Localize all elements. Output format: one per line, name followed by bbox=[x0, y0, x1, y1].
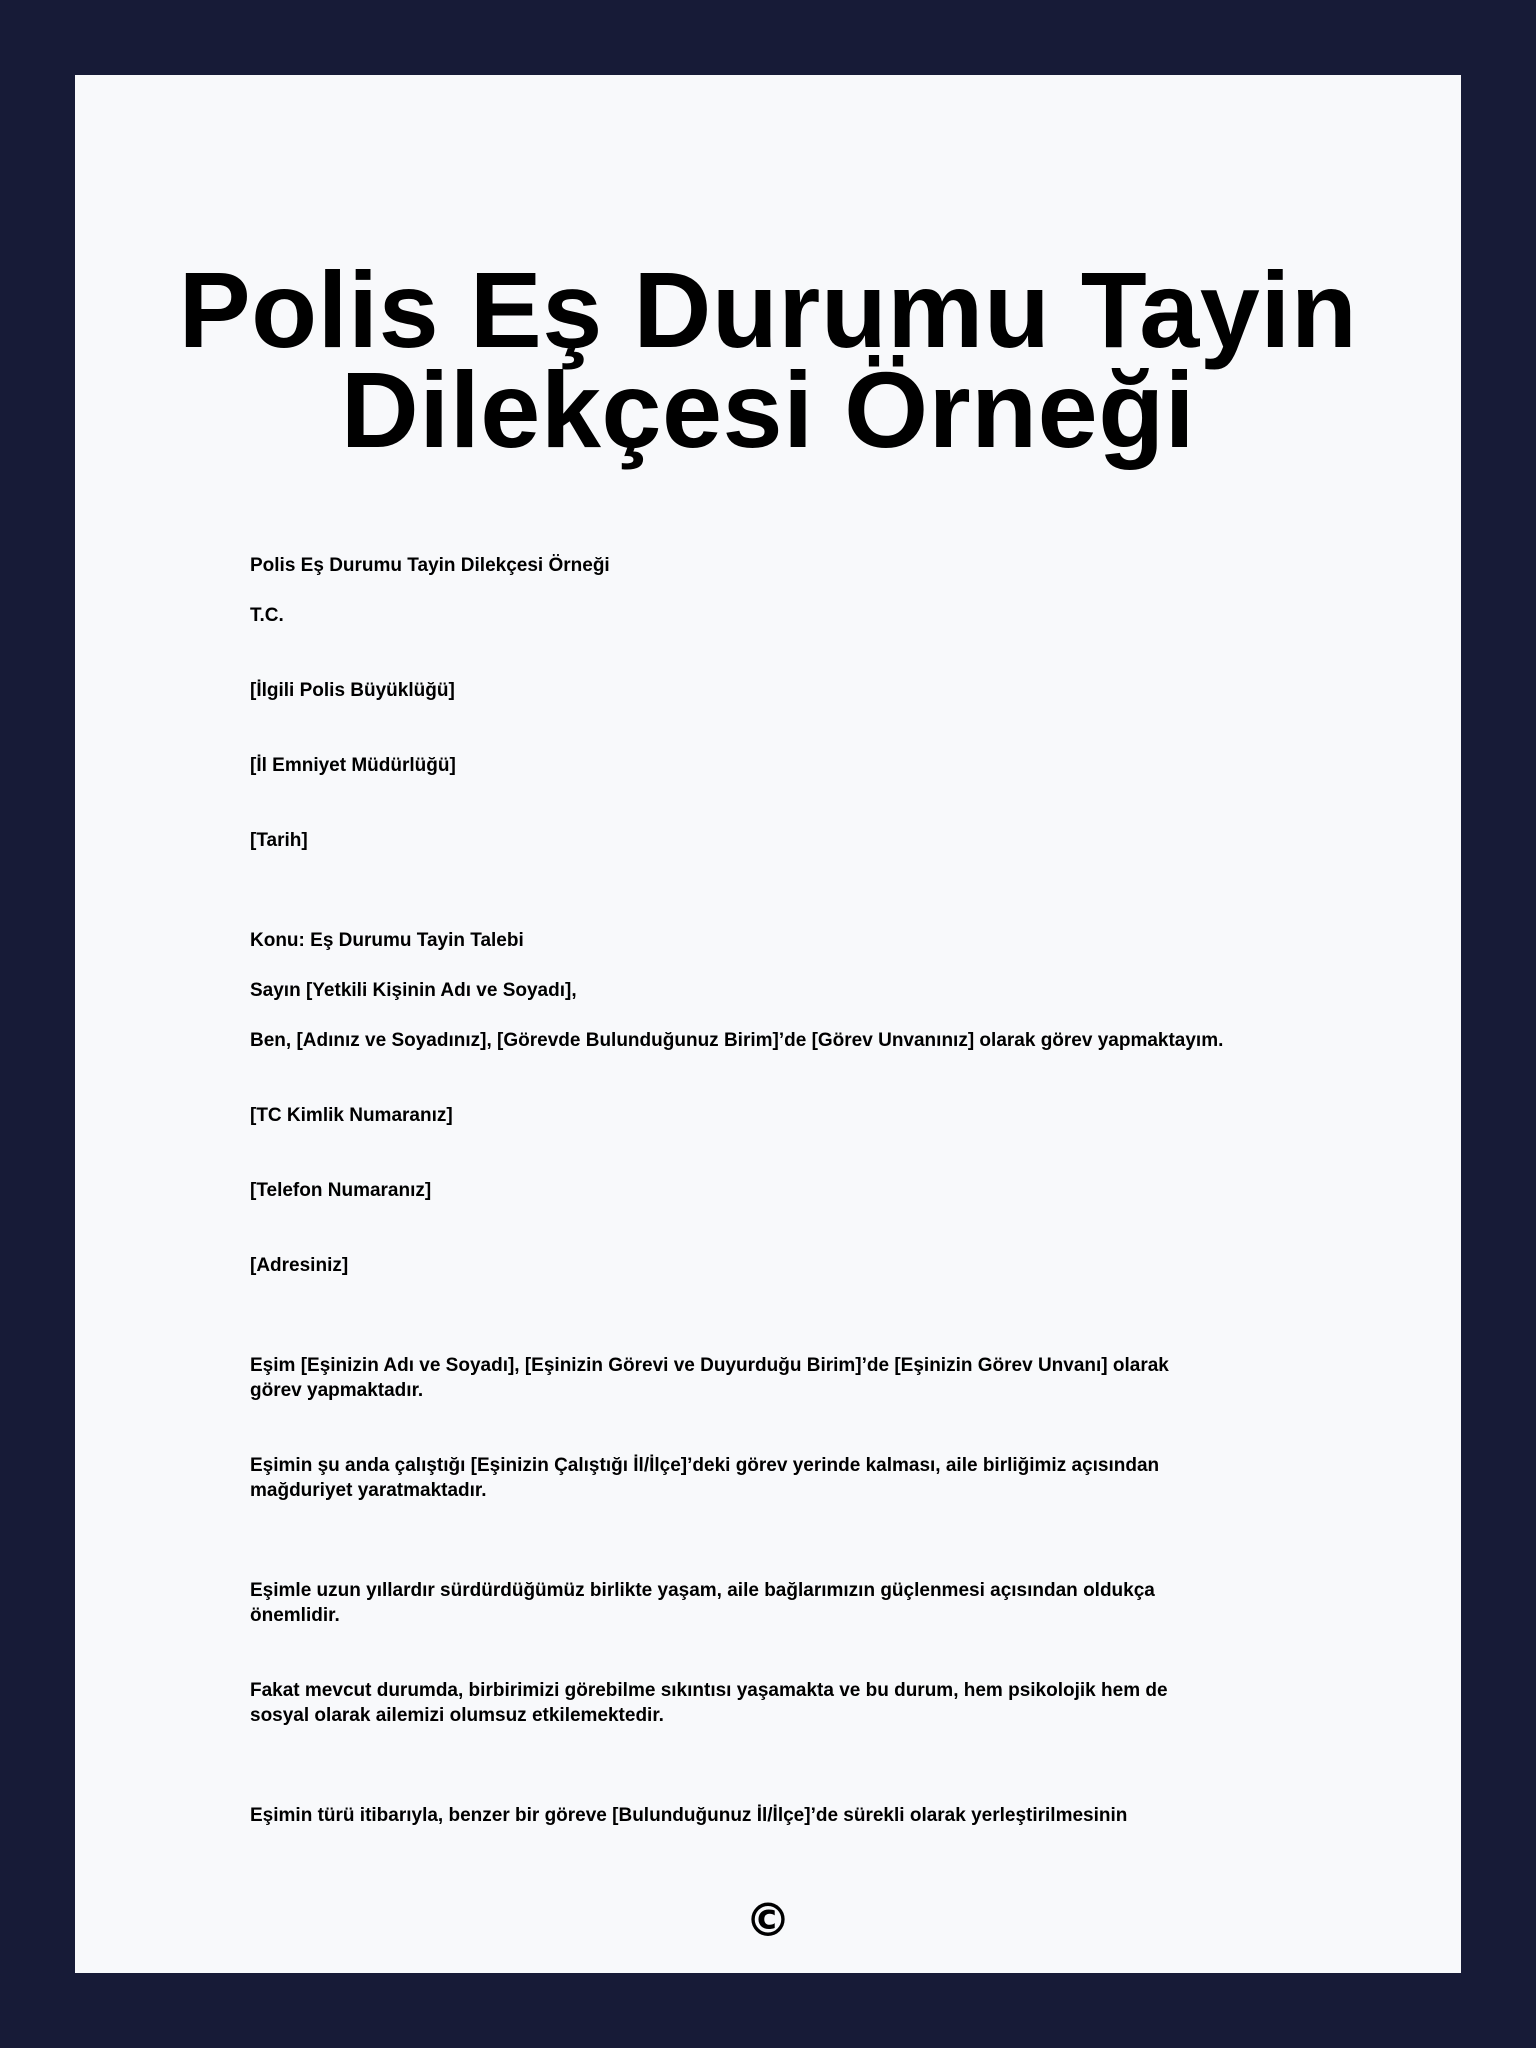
salutation-line: Sayın [Yetkili Kişinin Adı ve Soyadı], bbox=[250, 980, 577, 1001]
grievance-paragraph: Eşimin şu anda çalıştığı [Eşinizin Çalıştığı İl/İlçe]’deki görev yerinde kalması, aile birliğimiz açısından mağduriyet yaratmaktadır. bbox=[250, 1455, 1160, 1501]
date-line: [Tarih] bbox=[250, 830, 308, 851]
family-paragraph: Eşimle uzun yıllardır sürdürdüğümüz birlikte yaşam, aile bağlarımızın güçlenmesi açısından oldukça önemlidir. bbox=[250, 1580, 1155, 1626]
request-paragraph: Eşimin türü itibarıyla, benzer bir göreve [Bulunduğunuz İl/İlçe]’de sürekli olarak yerleştirilmesinin bbox=[250, 1805, 1128, 1826]
subject-line: Konu: Eş Durumu Tayin Talebi bbox=[250, 930, 524, 951]
intro-paragraph: Ben, [Adınız ve Soyadınız], [Görevde Bulunduğunuz Birim]’de [Görev Unvanınız] olarak görev yapmaktayım. bbox=[250, 1030, 1224, 1051]
title-line-2: Dilekçesi Örneği bbox=[340, 349, 1196, 470]
document-title bbox=[75, 249, 1461, 470]
heading-line: Polis Eş Durumu Tayin Dilekçesi Örneği bbox=[250, 555, 610, 576]
situation-paragraph: Fakat mevcut durumda, birbirimizi görebilme sıkıntısı yaşamakta ve bu durum, hem psikolojik hem de sosyal olarak ailemizi olumsuz etkilemektedir. bbox=[250, 1680, 1168, 1726]
address-line: [Adresiniz] bbox=[250, 1255, 349, 1276]
phone-line: [Telefon Numaranız] bbox=[250, 1180, 432, 1201]
tc-line: T.C. bbox=[250, 605, 284, 626]
tc-number-line: [TC Kimlik Numaranız] bbox=[250, 1105, 453, 1126]
document-page bbox=[75, 75, 1461, 1973]
spouse-paragraph: Eşim [Eşinizin Adı ve Soyadı], [Eşinizin Görevi ve Duyurduğu Birim]’de [Eşinizin Görev Unvanı] olarak görev yapmaktadır. bbox=[250, 1355, 1169, 1401]
recipient-line: [İlgili Polis Büyüklüğü] bbox=[250, 680, 455, 701]
title-line-1: Polis Eş Durumu Tayin bbox=[178, 249, 1358, 370]
directorate-line: [İl Emniyet Müdürlüğü] bbox=[250, 755, 456, 776]
copyright-icon: © bbox=[745, 1893, 791, 1947]
